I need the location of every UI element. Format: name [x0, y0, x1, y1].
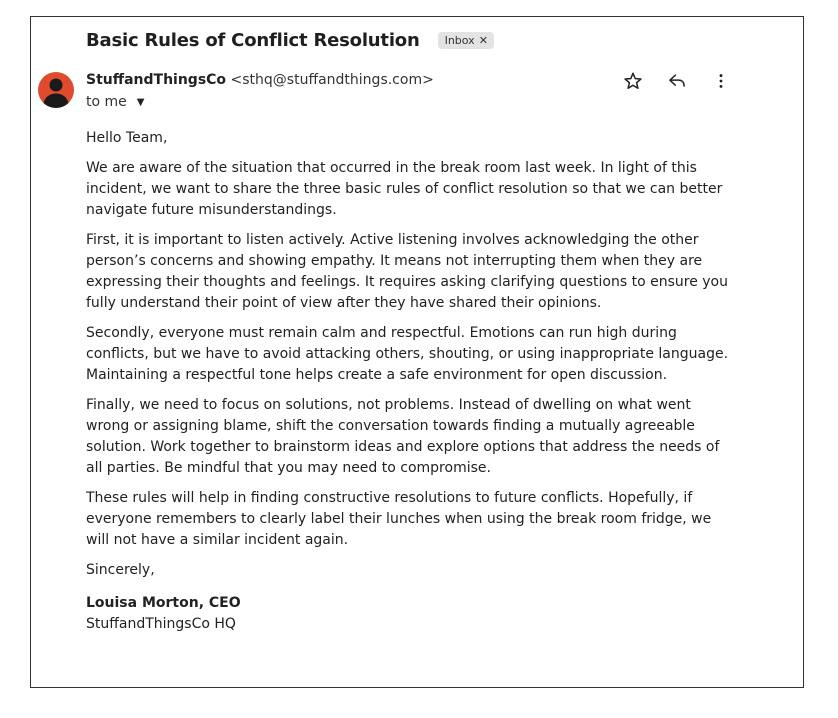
sender-name[interactable]: StuffandThingsCo — [86, 72, 227, 88]
email-paragraph: Finally, we need to focus on solutions, not problems. Instead of dwelling on what went wrong or assigning blame, shift the conversation towards finding a mutually agreeable solution. Work together to brainstorm ideas and explore options that address the needs of all parties. Be mindful that you may need to compromise. — [86, 397, 720, 476]
sender-avatar[interactable] — [38, 72, 74, 108]
more-vertical-icon[interactable] — [710, 70, 732, 92]
email-closing: Sincerely, — [86, 562, 155, 578]
email-paragraph: Secondly, everyone must remain calm and respectful. Emotions can run high during conflicts, but we have to avoid attacking others, shouting, or using inappropriate language. Maintaining a respectful tone helps create a safe environment for open discussion. — [86, 325, 729, 383]
recipient-text: to me — [86, 94, 127, 110]
star-icon[interactable] — [622, 70, 644, 92]
email-subject: Basic Rules of Conflict Resolution — [86, 30, 420, 51]
email-greeting: Hello Team, — [86, 130, 168, 146]
email-body — [86, 128, 736, 635]
reply-icon[interactable] — [666, 70, 688, 92]
sender-email: <sthq@stuffandthings.com> — [230, 72, 434, 88]
message-actions — [622, 70, 732, 92]
email-paragraph: First, it is important to listen actively. Active listening involves acknowledging the other person’s concerns and showing empathy. It means not interrupting them when they are expressing their thoughts and feelings. It requires asking clarifying questions to ensure you fully understand their point of view after they have shared their opinions. — [86, 232, 728, 311]
recipient-line[interactable] — [86, 94, 706, 110]
person-icon — [38, 72, 74, 108]
signature-name: Louisa Morton, CEO — [86, 595, 241, 611]
signature-org: StuffandThingsCo HQ — [86, 616, 236, 632]
inbox-label-badge[interactable] — [438, 32, 494, 49]
email-paragraph: These rules will help in finding constructive resolutions to future conflicts. Hopefully, if everyone remembers to clearly label their lunches when using the break room fridge, we will not have a similar incident again. — [86, 490, 712, 548]
caret-down-icon[interactable]: ▼ — [136, 96, 145, 108]
inbox-label-text: Inbox — [444, 34, 475, 47]
sender-block — [86, 72, 706, 110]
sender-line — [86, 72, 706, 88]
subject-row — [86, 30, 494, 51]
remove-label-icon[interactable]: ✕ — [478, 34, 488, 47]
email-paragraph: We are aware of the situation that occurred in the break room last week. In light of this incident, we want to share the three basic rules of conflict resolution so that we can better navigate future misunderstandings. — [86, 160, 723, 218]
